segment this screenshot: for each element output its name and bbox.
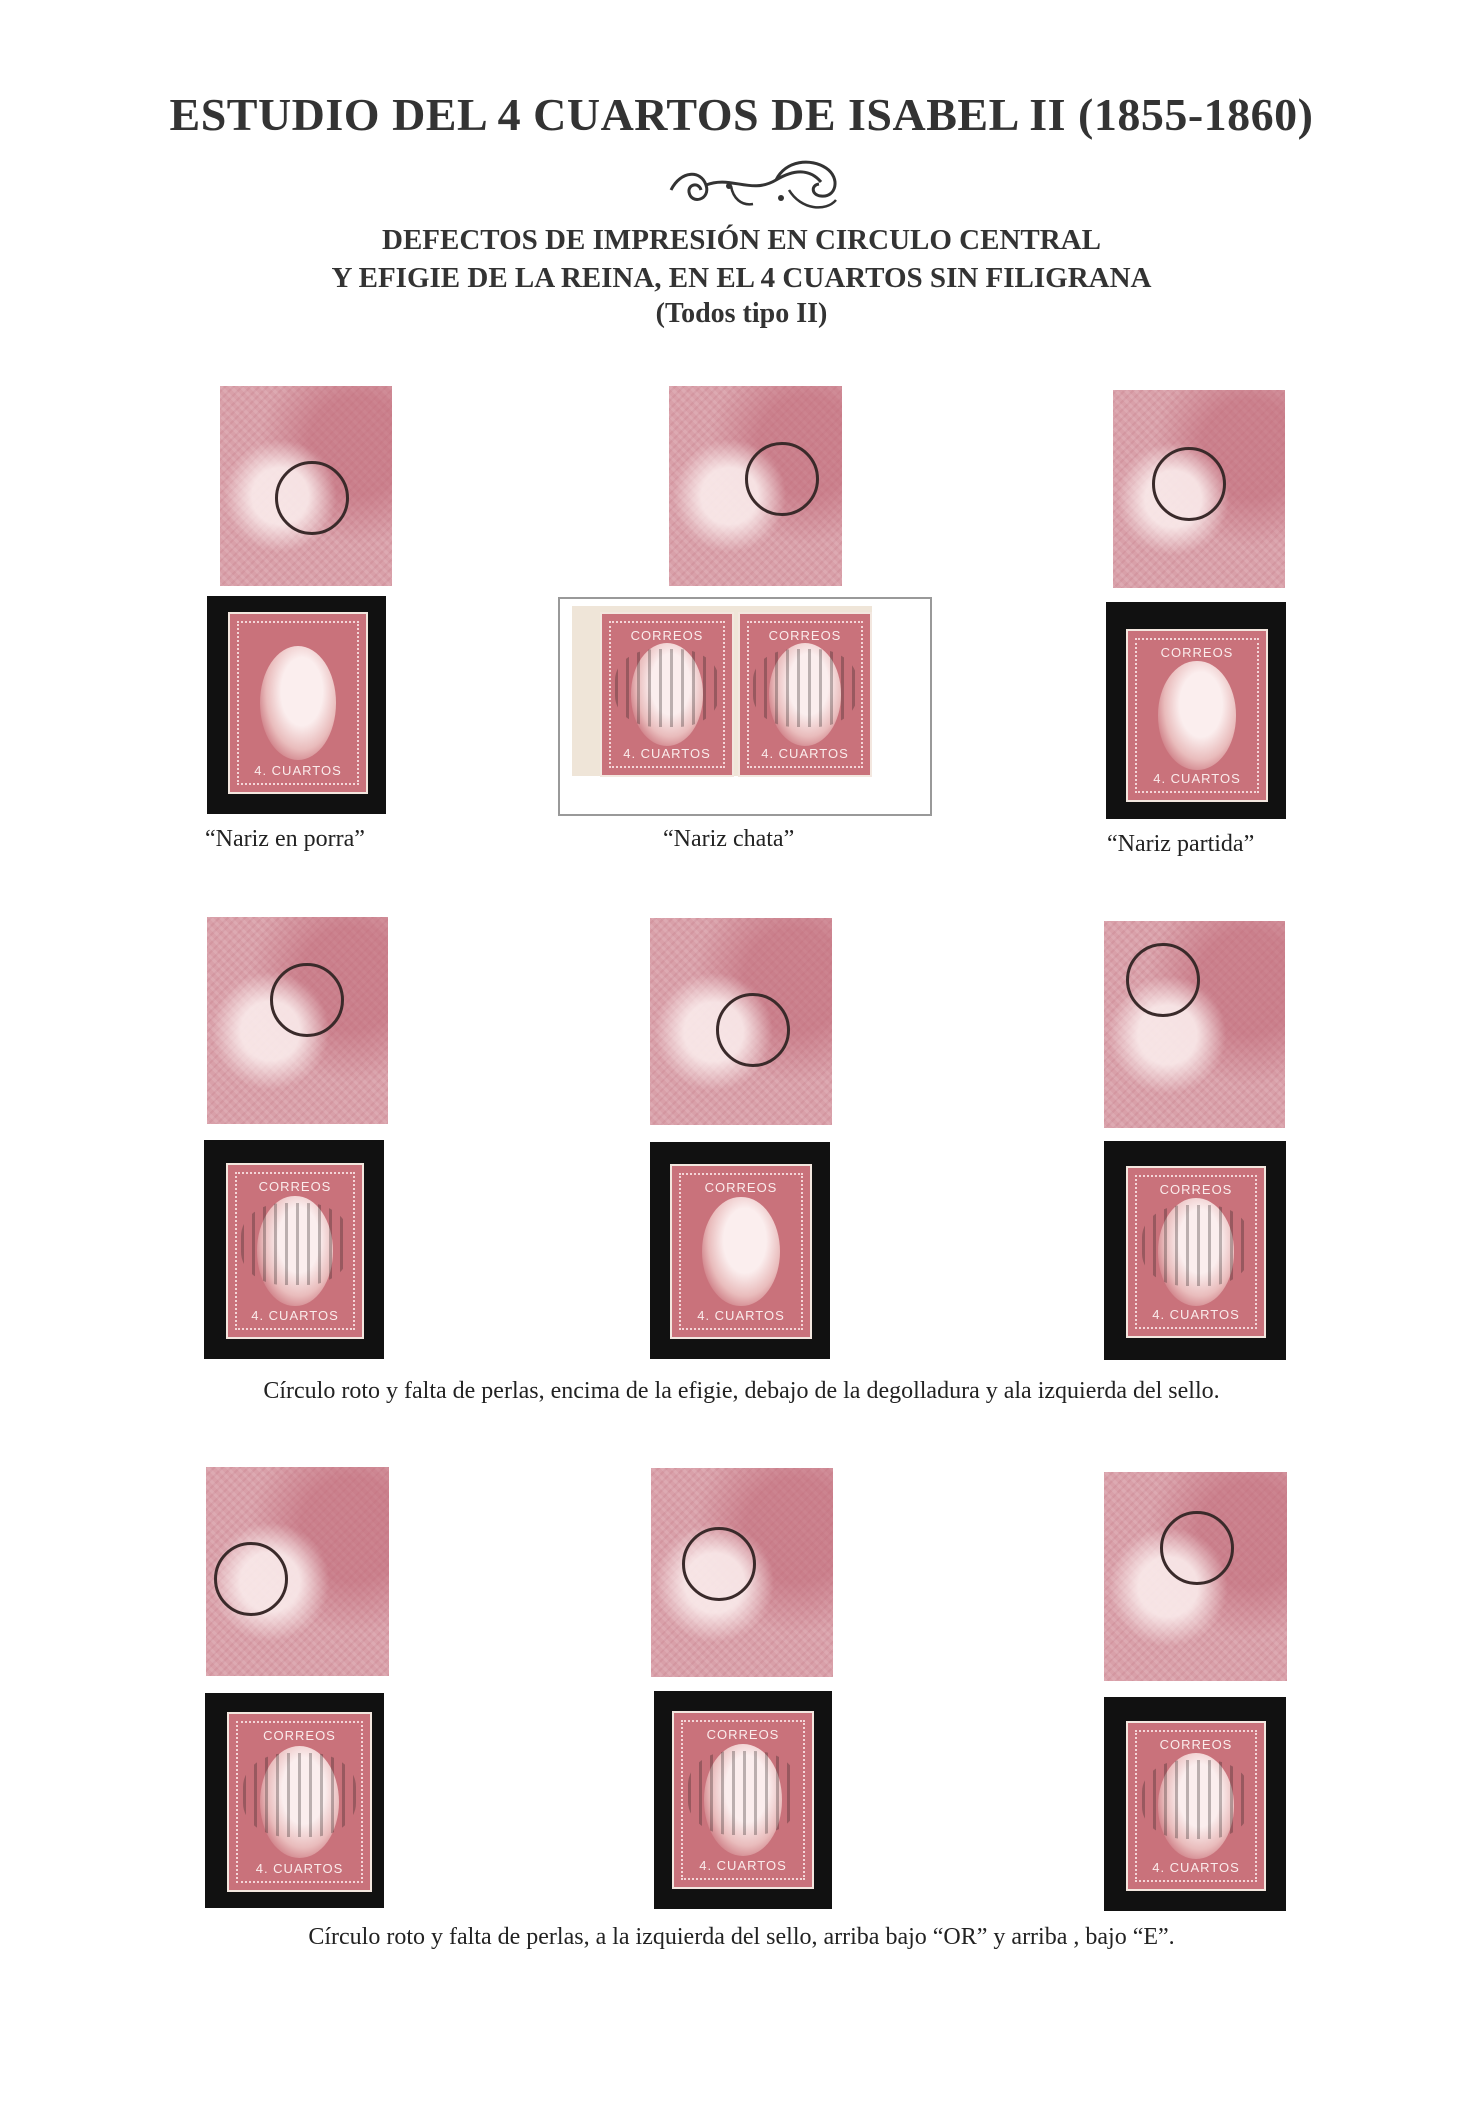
stamp-value-text: 4. CUARTOS <box>255 1861 344 1876</box>
stamp-value-text: 4. CUARTOS <box>251 1308 339 1323</box>
stamp-image <box>228 612 368 794</box>
stamp-mount <box>204 1140 384 1359</box>
stamp-header-text: CORREOS <box>1159 1737 1233 1752</box>
stamp-header-text: CORREOS <box>1159 1182 1233 1197</box>
zoom-detail-encima-efigie <box>207 917 388 1124</box>
zoom-detail-izquierda-sello-2 <box>206 1467 389 1676</box>
stamp-image <box>1126 1721 1266 1891</box>
flourish-ornament-icon <box>661 150 851 220</box>
stamp-mount <box>650 1142 830 1359</box>
stamp-image <box>227 1712 372 1892</box>
subtitle-line-2: Y EFIGIE DE LA REINA, EN EL 4 CUARTOS SIN FILIGRANA <box>331 262 1152 294</box>
stamp-header-text: CORREOS <box>706 1727 780 1742</box>
page-title: ESTUDIO DEL 4 CUARTOS DE ISABEL II (1855-1860) <box>169 89 1314 140</box>
stamp-pair-left <box>600 612 734 777</box>
caption-nariz-chata: “Nariz chata” <box>663 826 795 852</box>
caption-nariz-partida: “Nariz partida” <box>1107 831 1255 857</box>
stamp-image <box>672 1711 814 1889</box>
stamp-value-text: 4. CUARTOS <box>1153 771 1241 786</box>
stamp-image <box>1126 629 1268 802</box>
stamp-header-text: CORREOS <box>258 1179 332 1194</box>
zoom-detail-nariz-partida <box>1113 390 1285 588</box>
subtitle-line-1: DEFECTOS DE IMPRESIÓN EN CIRCULO CENTRAL <box>382 224 1101 256</box>
stamp-header-text: CORREOS <box>704 1180 778 1195</box>
stamp-mount <box>654 1691 832 1909</box>
zoom-detail-izquierda-sello <box>1104 921 1285 1128</box>
stamp-mount <box>1106 602 1286 819</box>
stamp-header-text: CORREOS <box>1160 645 1234 660</box>
stamp-mount <box>207 596 386 814</box>
caption-row-3: Círculo roto y falta de perlas, a la izquierda del sello, arriba bajo “OR” y arriba , bajo “E”. <box>308 1924 1175 1950</box>
stamp-mount <box>205 1693 384 1908</box>
stamp-value-text: 4. CUARTOS <box>623 746 711 761</box>
zoom-detail-bajo-or <box>651 1468 833 1677</box>
stamp-header-text: CORREOS <box>263 1728 336 1743</box>
stamp-header-text: CORREOS <box>768 628 842 643</box>
stamp-value-text: 4. CUARTOS <box>761 746 849 761</box>
stamp-pair-right <box>738 612 872 777</box>
stamp-image <box>670 1164 812 1339</box>
stamp-value-text: 4. CUARTOS <box>254 763 342 778</box>
subtitle-line-3: (Todos tipo II) <box>655 298 828 329</box>
stamp-image <box>226 1163 364 1339</box>
stamp-mount <box>1104 1697 1286 1911</box>
caption-row-2: Círculo roto y falta de perlas, encima de la efigie, debajo de la degolladura y ala izquierda del sello. <box>263 1378 1220 1404</box>
zoom-detail-debajo-degolladura <box>650 918 832 1125</box>
stamp-header-text: CORREOS <box>630 628 704 643</box>
stamp-value-text: 4. CUARTOS <box>1152 1307 1240 1322</box>
stamp-image <box>1126 1166 1266 1338</box>
zoom-detail-nariz-en-porra <box>220 386 392 586</box>
stamp-value-text: 4. CUARTOS <box>1152 1860 1240 1875</box>
zoom-detail-nariz-chata <box>669 386 842 586</box>
stamp-mount <box>1104 1141 1286 1360</box>
stamp-value-text: 4. CUARTOS <box>697 1308 785 1323</box>
stamp-value-text: 4. CUARTOS <box>699 1858 787 1873</box>
caption-nariz-en-porra: “Nariz en porra” <box>205 826 365 852</box>
zoom-detail-bajo-e <box>1104 1472 1287 1681</box>
